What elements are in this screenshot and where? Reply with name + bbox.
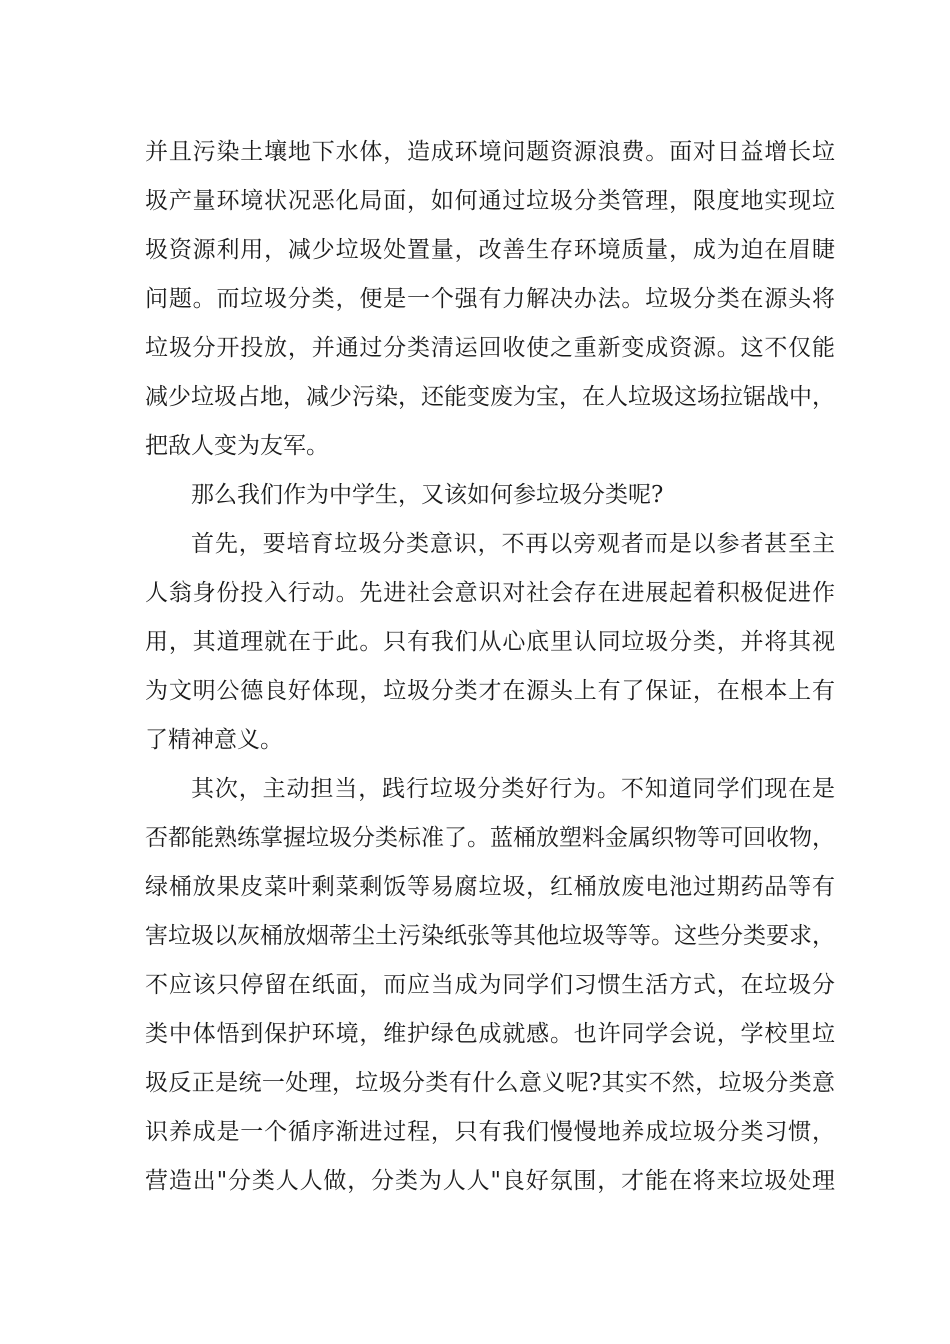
text-line: 并且污染土壤地下水体，造成环境问题资源浪费。面对日益增长垃 — [145, 139, 835, 165]
text-line: 识养成是一个循序渐进过程，只有我们慢慢地养成垃圾分类习惯， — [145, 1119, 835, 1145]
document-body — [145, 128, 835, 1206]
text-line: 减少垃圾占地，减少污染，还能变废为宝，在人垃圾这场拉锯战中， — [145, 384, 835, 410]
text-line: 类中体悟到保护环境，维护绿色成就感。也许同学会说，学校里垃 — [145, 1021, 835, 1047]
text-line: 圾资源利用，减少垃圾处置量，改善生存环境质量，成为迫在眉睫 — [145, 237, 835, 263]
text-line: 那么我们作为中学生，又该如何参垃圾分类呢? — [191, 482, 664, 508]
text-line: 用，其道理就在于此。只有我们从心底里认同垃圾分类，并将其视 — [145, 629, 835, 655]
paragraph-4 — [145, 765, 835, 1206]
text-line: 害垃圾以灰桶放烟蒂尘土污染纸张等其他垃圾等等。这些分类要求， — [145, 923, 835, 949]
text-line: 把敌人变为友军。 — [145, 433, 329, 459]
paragraph-3 — [145, 520, 835, 765]
text-line: 否都能熟练掌握垃圾分类标准了。蓝桶放塑料金属织物等可回收物， — [145, 825, 835, 851]
text-line: 其次，主动担当，践行垃圾分类好行为。不知道同学们现在是 — [191, 776, 835, 802]
text-line: 不应该只停留在纸面，而应当成为同学们习惯生活方式，在垃圾分 — [145, 972, 835, 998]
text-line: 人翁身份投入行动。先进社会意识对社会存在进展起着积极促进作 — [145, 580, 835, 606]
text-line: 问题。而垃圾分类，便是一个强有力解决办法。垃圾分类在源头将 — [145, 286, 835, 312]
text-line: 首先，要培育垃圾分类意识，不再以旁观者而是以参者甚至主 — [191, 531, 835, 557]
text-line: 为文明公德良好体现，垃圾分类才在源头上有了保证，在根本上有 — [145, 678, 835, 704]
text-line: 圾反正是统一处理，垃圾分类有什么意义呢?其实不然，垃圾分类意 — [145, 1070, 835, 1096]
paragraph-2 — [145, 471, 835, 520]
text-line: 绿桶放果皮菜叶剩菜剩饭等易腐垃圾，红桶放废电池过期药品等有 — [145, 874, 835, 900]
text-line: 垃圾分开投放，并通过分类清运回收使之重新变成资源。这不仅能 — [145, 335, 835, 361]
text-line: 圾产量环境状况恶化局面，如何通过垃圾分类管理，限度地实现垃 — [145, 188, 835, 214]
text-line: 了精神意义。 — [145, 727, 283, 753]
text-line: 营造出"分类人人做，分类为人人"良好氛围，才能在将来垃圾处理 — [145, 1168, 835, 1194]
paragraph-1 — [145, 128, 835, 471]
